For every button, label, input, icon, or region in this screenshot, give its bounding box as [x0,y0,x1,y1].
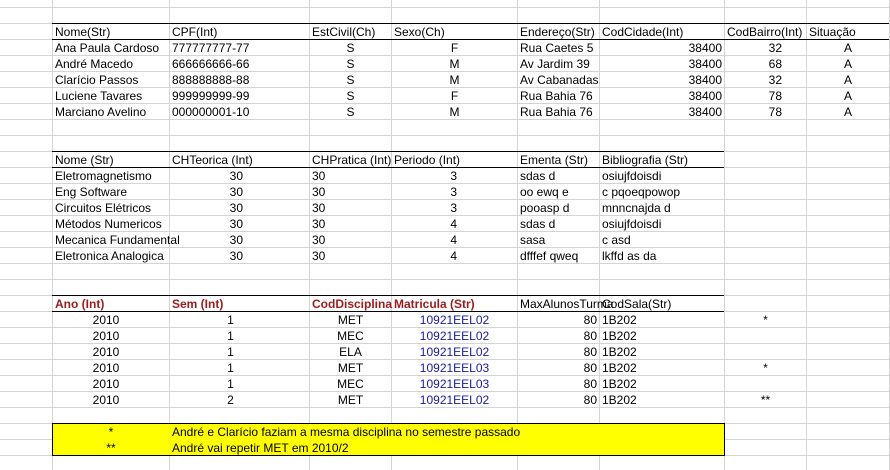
table1-header-cell[interactable]: Nome(Str) [55,25,111,39]
table3-remark-cell[interactable]: * [763,313,768,327]
table1-cell[interactable]: 32 [768,41,782,55]
table2-cell[interactable]: 3 [450,169,457,183]
table1-cell[interactable]: S [346,89,355,103]
table3-cell[interactable]: 2010 [92,377,120,391]
table1-header-cell[interactable]: EstCivil(Ch) [312,25,376,39]
table1-cell[interactable]: 666666666-66 [172,57,250,71]
table1-cell[interactable]: 68 [768,57,782,71]
table1-cell[interactable]: 777777777-77 [172,41,250,55]
table2-cell[interactable]: 4 [450,233,457,247]
table3-cell[interactable]: 2010 [92,361,120,375]
table1-cell[interactable]: 38400 [688,105,722,119]
table2-header-cell[interactable]: Bibliografia (Str) [602,153,689,167]
table1-cell[interactable]: M [449,73,460,87]
table1-cell[interactable]: M [449,57,460,71]
table3-cell[interactable]: 1 [227,329,234,343]
table1-header-cell[interactable]: CodCidade(Int) [602,25,684,39]
table1-cell[interactable]: Av Cabanadas [520,73,599,87]
table3-cell[interactable]: 2010 [92,393,120,407]
table2-cell[interactable]: osiujfdoisdi [602,217,662,231]
table2-header-cell[interactable]: Ementa (Str) [520,153,589,167]
table3-cell[interactable]: MEC [337,329,364,343]
table3-cell[interactable]: MET [337,313,364,327]
table1-cell[interactable]: Ana Paula Cardoso [55,41,160,55]
table1-header-cell[interactable]: Sexo(Ch) [394,25,445,39]
table2-cell[interactable]: mnncnajda d [602,201,671,215]
table2-cell[interactable]: 4 [450,217,457,231]
table2-cell[interactable]: 30 [229,169,243,183]
grid-row-line [0,135,890,136]
table1-header-cell[interactable]: CodBairro(Int) [727,25,803,39]
table3-cell[interactable]: MEC [337,377,364,391]
table3-cell[interactable]: 2010 [92,313,120,327]
table2-cell[interactable]: 30 [229,233,243,247]
table2-cell[interactable]: 30 [229,185,243,199]
table2-header-cell[interactable]: CHPratica (Int) [312,153,392,167]
table3-cell[interactable]: 80 [583,313,597,327]
table2-cell[interactable]: 30 [312,169,326,183]
table1-cell[interactable]: André Macedo [55,57,134,71]
table1-cell[interactable]: S [346,57,355,71]
table1-cell[interactable]: A [843,89,852,103]
table3-cell[interactable]: 80 [583,377,597,391]
table2-cell[interactable]: Eletronica Analogica [55,249,164,263]
grid-row-line [0,7,890,8]
table2-cell[interactable]: c asd [602,233,631,247]
table3-cell[interactable]: 80 [583,361,597,375]
table1-header-cell[interactable]: Endereço(Str) [520,25,595,39]
table3-remark-cell[interactable]: * [763,361,768,375]
table3-cell[interactable]: 80 [583,345,597,359]
table2-cell[interactable]: Eletromagnetismo [55,169,152,183]
table2-cell[interactable]: Circuitos Elétricos [55,201,152,215]
table1-cell[interactable]: 38400 [688,89,722,103]
table3-cell[interactable]: MET [337,393,364,407]
table1-cell[interactable]: Av Jardim 39 [520,57,590,71]
table2-cell[interactable]: dfffef qweq [520,249,579,263]
table2-cell[interactable]: 30 [229,249,243,263]
table2-header-cell[interactable]: CHTeorica (Int) [172,153,253,167]
table1-cell[interactable]: 999999999-99 [172,89,250,103]
table3-header-cell[interactable]: Ano (Int) [55,297,105,311]
table3-cell[interactable]: 1B202 [602,361,637,375]
table1-cell[interactable]: 78 [768,89,782,103]
table3-remark-cell[interactable] [725,328,806,344]
note-mark[interactable]: ** [106,441,116,455]
table2-cell[interactable]: 3 [450,185,457,199]
grid-row-line [0,279,890,280]
table1-header-cell[interactable]: Situação [809,25,856,39]
table2-cell[interactable]: pooasp d [520,201,570,215]
table3-cell[interactable]: 1B202 [602,345,637,359]
table3-cell[interactable]: 1 [227,345,234,359]
note-mark[interactable]: * [108,425,114,439]
table1-cell[interactable]: Marciano Avelino [55,105,147,119]
table1-cell[interactable]: A [843,105,852,119]
table3-remark-cell[interactable]: ** [760,393,771,407]
table1-cell[interactable]: 38400 [688,41,722,55]
table2-cell[interactable]: sdas d [520,217,556,231]
note-text[interactable]: André e Clarício faziam a mesma disciplina no semestre passado [172,425,521,439]
table1-cell[interactable]: Rua Caetes 5 [520,41,594,55]
table1-header-cell[interactable]: CPF(Int) [172,25,218,39]
table2-cell[interactable]: 3 [450,201,457,215]
table3-header-cell[interactable]: Matricula (Str) [394,297,475,311]
table2-cell[interactable]: Métodos Numericos [55,217,162,231]
table1-cell[interactable]: F [450,89,459,103]
table3-cell[interactable]: 80 [583,329,597,343]
table2-cell[interactable]: Eng Software [55,185,128,199]
table3-cell[interactable]: 2010 [92,345,120,359]
note-text[interactable]: André vai repetir MET em 2010/2 [172,441,349,455]
table2-cell[interactable]: 30 [312,249,326,263]
table1-cell[interactable]: 38400 [688,73,722,87]
table1-cell[interactable]: F [450,41,459,55]
table1-cell[interactable]: A [843,73,852,87]
table2-header-cell[interactable]: Periodo (Int) [394,153,461,167]
table2-cell[interactable]: 4 [450,249,457,263]
table1-cell[interactable]: 38400 [688,57,722,71]
table2-cell[interactable]: osiujfdoisdi [602,169,662,183]
table2-cell[interactable]: 30 [229,201,243,215]
table3-cell[interactable]: 80 [583,393,597,407]
table1-cell[interactable]: 000000001-10 [172,105,250,119]
table1-cell[interactable]: 32 [768,73,782,87]
table1-cell[interactable]: A [843,57,852,71]
table3-remark-cell[interactable] [725,344,806,360]
table2-cell[interactable]: sasa [520,233,546,247]
table3-cell[interactable]: 10921EEL02 [419,393,490,407]
table3-header-cell[interactable]: Sem (Int) [172,297,224,311]
table3-header-cell[interactable]: MaxAlunosTurma [520,297,614,311]
table2-cell[interactable]: 30 [229,217,243,231]
table2-cell[interactable]: oo ewq e [520,185,569,199]
table3-cell[interactable]: 1B202 [602,393,637,407]
table3-cell[interactable]: ELA [339,345,362,359]
table2-cell[interactable]: 30 [312,217,326,231]
table2-cell[interactable]: lkffd as da [602,249,657,263]
table2-cell[interactable]: 30 [312,233,326,247]
table1-cell[interactable]: S [346,41,355,55]
table1-cell[interactable]: 78 [768,105,782,119]
table3-cell[interactable]: 1 [227,313,234,327]
table3-cell[interactable]: 1B202 [602,313,637,327]
table2-cell[interactable]: 30 [312,185,326,199]
table3-cell[interactable]: 10921EEL02 [419,345,490,359]
table2-cell[interactable]: Mecanica Fundamental [55,233,180,247]
table3-cell[interactable]: 1 [227,377,234,391]
table3-cell[interactable]: 10921EEL02 [419,313,490,327]
table1-cell[interactable]: Clarício Passos [55,73,139,87]
table3-cell[interactable]: 2010 [92,329,120,343]
table2-cell[interactable]: c pqoeqpowop [602,185,681,199]
table1-cell[interactable]: 888888888-88 [172,73,250,87]
table1-cell[interactable]: S [346,73,355,87]
table1-cell[interactable]: Rua Bahia 76 [520,89,593,103]
table3-header-cell[interactable]: CodDisciplina [312,297,393,311]
table3-cell[interactable]: 10921EEL03 [419,361,490,375]
table1-cell[interactable]: M [449,105,460,119]
table2-cell[interactable]: 30 [312,201,326,215]
table1-cell[interactable]: A [843,41,852,55]
table3-cell[interactable]: MET [337,361,364,375]
table2-header-cell[interactable]: Nome (Str) [55,153,114,167]
table1-cell[interactable]: Rua Bahia 76 [520,105,593,119]
table3-remark-cell[interactable] [725,376,806,392]
table3-cell[interactable]: 1B202 [602,329,637,343]
table1-cell[interactable]: S [346,105,355,119]
table3-cell[interactable]: 2 [227,393,234,407]
table3-cell[interactable]: 1B202 [602,377,637,391]
table3-cell[interactable]: 10921EEL03 [419,377,490,391]
table3-cell[interactable]: 1 [227,361,234,375]
table2-cell[interactable]: sdas d [520,169,556,183]
table3-cell[interactable]: 10921EEL02 [419,329,490,343]
table3-header-cell[interactable]: CodSala(Str) [602,297,672,311]
table1-cell[interactable]: Luciene Tavares [55,89,143,103]
